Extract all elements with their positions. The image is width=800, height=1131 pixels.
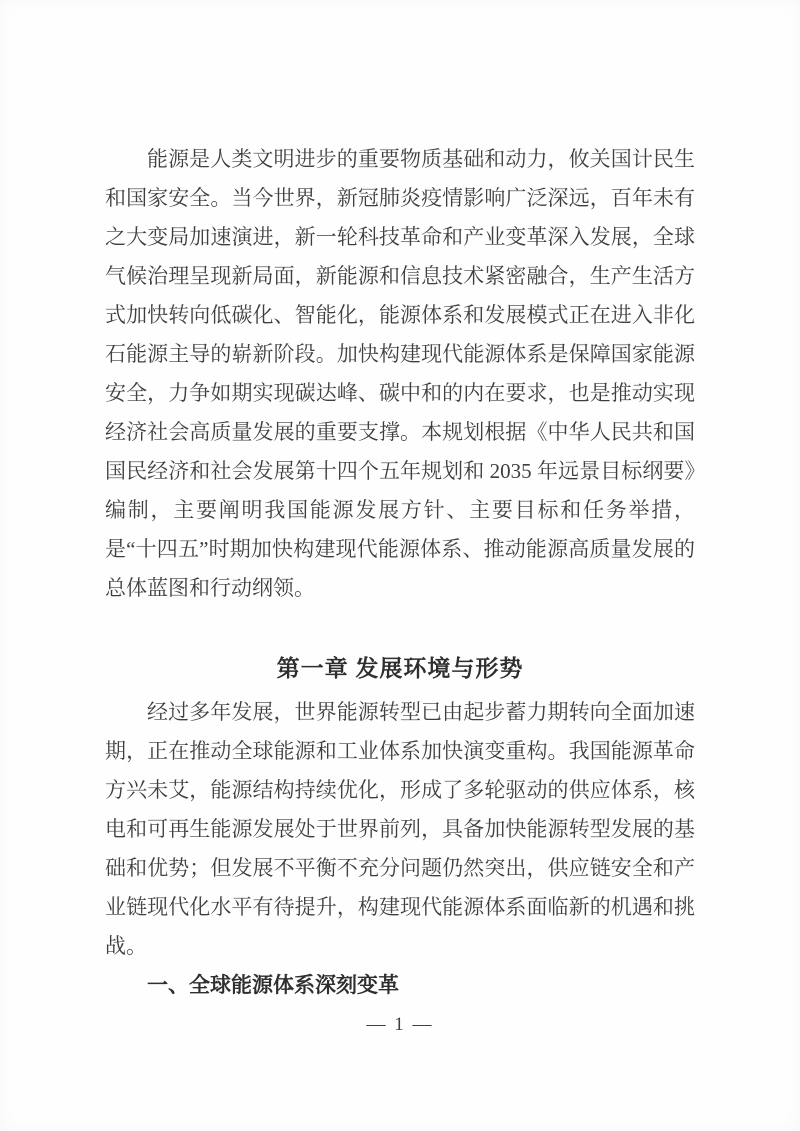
- chapter1-intro-paragraph: 经过多年发展，世界能源转型已由起步蓄力期转向全面加速期，正在推动全球能源和工业体系加快演变重构。我国能源革命方兴未艾，能源结构持续优化，形成了多轮驱动的供应体系，核电和可再生能源发展处于世界前列，具备加快能源转型发展的基础和优势；但发展不平衡不充分问题仍然突出，供应链安全和产业链现代化水平有待提升，构建现代能源体系面临新的机遇和挑战。: [105, 700, 695, 958]
- intro-paragraph: 能源是人类文明进步的重要物质基础和动力，攸关国计民生和国家安全。当今世界，新冠肺炎疫情影响广泛深远，百年未有之大变局加速演进，新一轮科技革命和产业变革深入发展，全球气候治理呈现新局面，新能源和信息技术紧密融合，生产生活方式加快转向低碳化、智能化，能源体系和发展模式正在进入非化石能源主导的崭新阶段。加快构建现代能源体系是保障国家能源安全，力争如期实现碳达峰、碳中和的内在要求，也是推动实现经济社会高质量发展的重要支撑。本规划根据《中华人民共和国国民经济和社会发展第十四个五年规划和 2035 年远景目标纲要》编制，主要阐明我国能源发展方针、主要目标和任务举措，是“十四五”时期加快构建现代能源体系、推动能源高质量发展的总体蓝图和行动纲领。: [105, 147, 695, 600]
- page-number: — 1 —: [366, 1014, 434, 1035]
- section-heading: 一、全球能源体系深刻变革: [147, 974, 399, 997]
- chapter-heading: 第一章 发展环境与形势: [276, 656, 524, 681]
